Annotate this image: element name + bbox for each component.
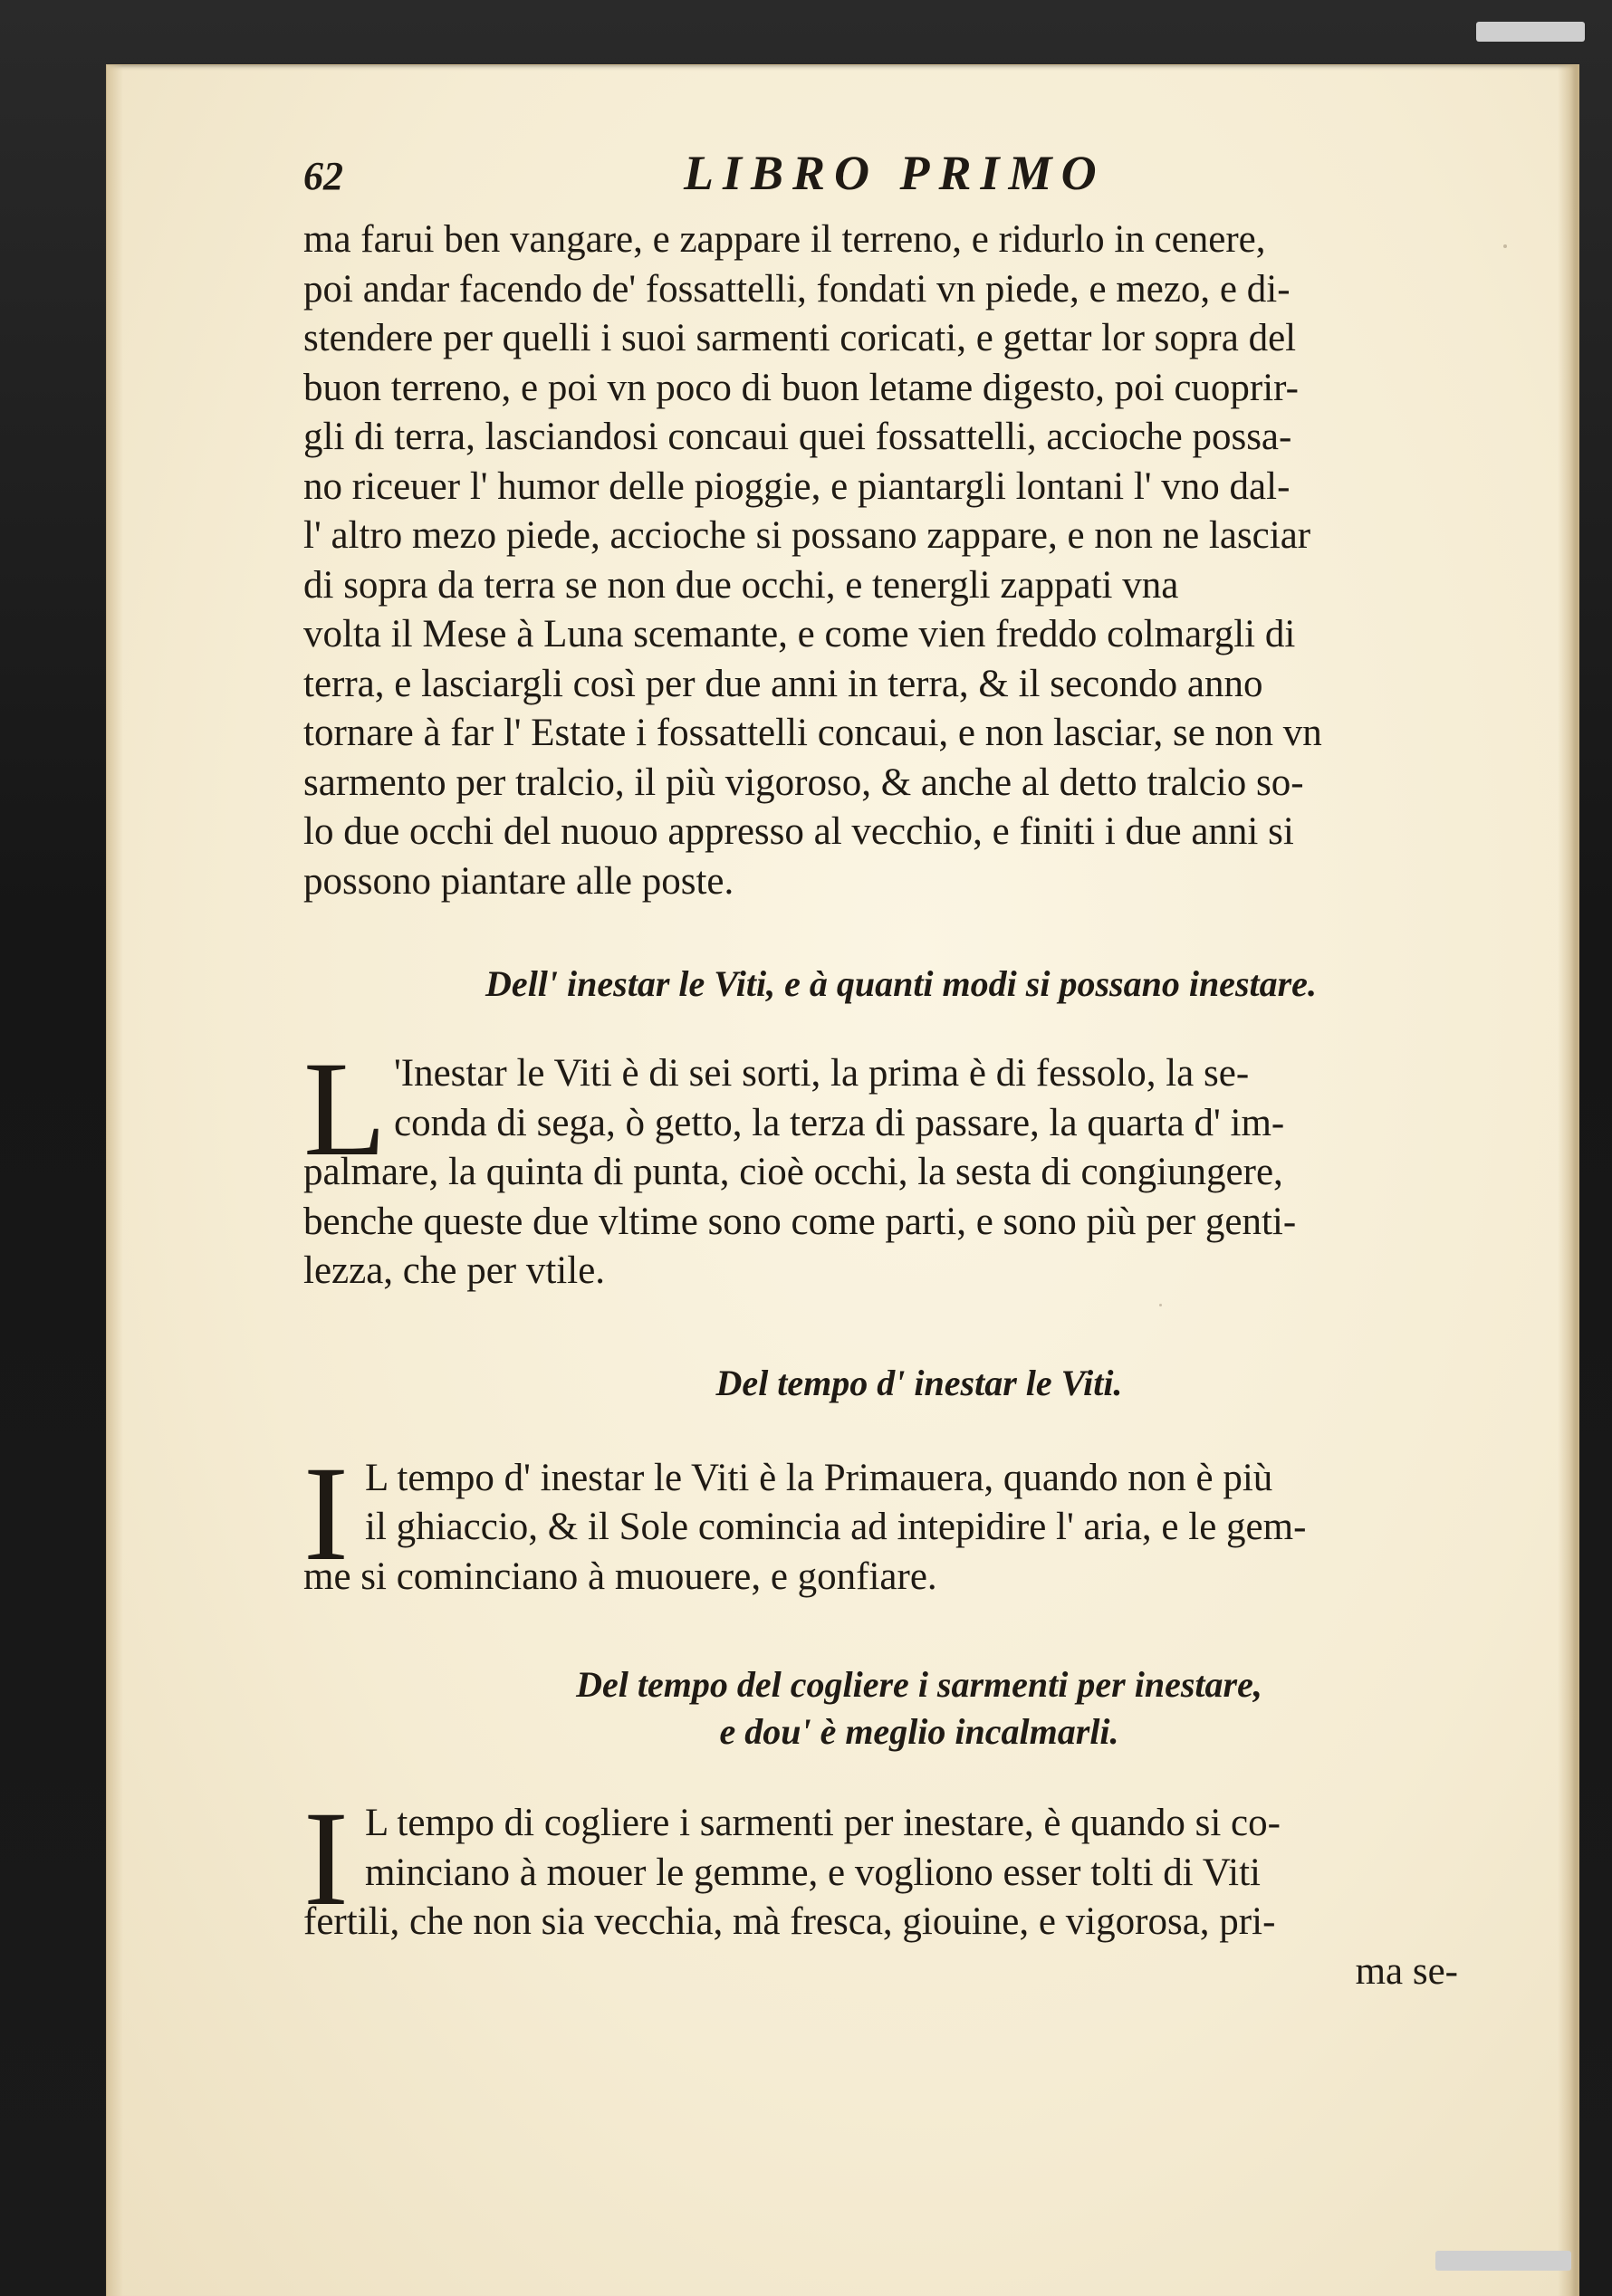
binding-tab-bottom xyxy=(1435,2251,1571,2271)
text-line: volta il Mese à Luna scemante, e come vien freddo colmargli di xyxy=(303,613,1296,655)
section-paragraph xyxy=(303,1799,1535,1996)
text-line: tornare à far l' Estate i fossattelli concaui, e non lasciar, se non vn xyxy=(303,712,1322,754)
text-line: sarmento per tralcio, il più vigoroso, & anche al detto tralcio so- xyxy=(303,761,1304,804)
text-line: lezza, che per vtile. xyxy=(303,1249,606,1292)
section-cogliere-sarmenti xyxy=(303,1784,1535,1996)
binding-tab-top xyxy=(1476,22,1585,42)
text-line: benche queste due vltime sono come parti, e sono più per genti- xyxy=(303,1200,1297,1243)
section-inestar xyxy=(303,1034,1535,1296)
section-heading xyxy=(303,1661,1535,1755)
text-block xyxy=(303,145,1535,1996)
page-edge-shadow xyxy=(1558,65,1579,2296)
paper-spot xyxy=(1159,1304,1162,1306)
heading-line: e dou' è meglio incalmarli. xyxy=(719,1711,1119,1752)
section-paragraph xyxy=(303,1049,1535,1296)
text-line: poi andar facendo de' fossattelli, fondati vn piede, e mezo, e di- xyxy=(303,267,1291,311)
text-line: terra, e lasciargli così per due anni in terra, & il secondo anno xyxy=(303,662,1263,705)
continuation-paragraph xyxy=(303,215,1535,906)
text-line: lo due occhi del nuouo appresso al vecchio, e finiti i due anni si xyxy=(303,810,1294,853)
text-line: l' altro mezo piede, accioche si possano zappare, e non ne lasciar xyxy=(303,514,1311,557)
page-header xyxy=(303,145,1535,208)
section-tempo-inestar xyxy=(303,1438,1535,1602)
text-line: di sopra da terra se non due occhi, e tenergli zappati vna xyxy=(303,563,1179,607)
running-title: LIBRO PRIMO xyxy=(684,146,1106,200)
text-line: gli di terra, lasciandosi concaui quei fossattelli, accioche possa- xyxy=(303,416,1292,458)
heading-line: Del tempo d' inestar le Viti. xyxy=(715,1362,1123,1403)
heading-line: Dell' inestar le Viti, e à quanti modi si possano inestare. xyxy=(485,963,1317,1004)
section-heading xyxy=(303,1360,1535,1407)
text-line: palmare, la quinta di punta, cioè occhi, la sesta di congiungere, xyxy=(303,1151,1283,1193)
text-line: stendere per quelli i suoi sarmenti coricati, e gettar lor sopra del xyxy=(303,317,1297,359)
text-line: L tempo di cogliere i sarmenti per inestare, è quando si co- xyxy=(365,1802,1281,1844)
text-line: possono piantare alle poste. xyxy=(303,859,734,903)
drop-cap: I xyxy=(303,1784,349,1934)
text-line: conda di sega, ò getto, la terza di passare, la quarta d' im- xyxy=(394,1101,1285,1144)
text-line: 'Inestar le Viti è di sei sorti, la prima è di fessolo, la se- xyxy=(394,1052,1250,1095)
text-line: buon terreno, e poi vn poco di buon letame digesto, poi cuoprir- xyxy=(303,366,1299,409)
text-line: il ghiaccio, & il Sole comincia ad intepidire l' aria, e le gem- xyxy=(365,1506,1307,1548)
page-gutter-shadow xyxy=(107,65,123,2296)
section-heading xyxy=(303,961,1535,1008)
text-line: minciano à mouer le gemme, e vogliono esser tolti di Viti xyxy=(365,1851,1261,1894)
text-line: ma farui ben vangare, e zappare il terreno, e ridurlo in cenere, xyxy=(303,218,1266,261)
section-paragraph xyxy=(303,1454,1535,1602)
heading-line: Del tempo del cogliere i sarmenti per inestare, xyxy=(576,1664,1262,1705)
drop-cap: L xyxy=(303,1034,387,1184)
text-line: me si cominciano à muouere, e gonfiare. xyxy=(303,1555,937,1598)
drop-cap: I xyxy=(303,1438,349,1589)
text-line: L tempo d' inestar le Viti è la Primauera, quando non è più xyxy=(365,1456,1273,1499)
catchword: ma se- xyxy=(1355,1949,1458,1993)
text-line: no riceuer l' humor delle pioggie, e piantargli lontani l' vno dal- xyxy=(303,464,1291,508)
page-number: 62 xyxy=(303,154,343,198)
paper-spot xyxy=(1503,244,1507,248)
text-line: fertili, che non sia vecchia, mà fresca, giouine, e vigorosa, pri- xyxy=(303,1900,1276,1943)
